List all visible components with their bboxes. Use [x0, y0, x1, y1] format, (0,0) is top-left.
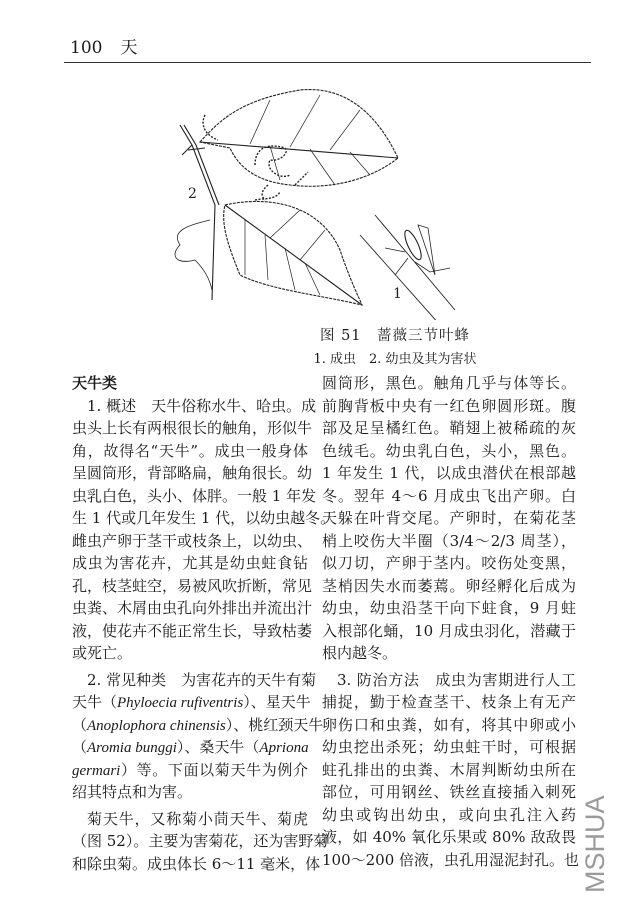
text-segment: 部及足呈橘红色。鞘翅上被稀疏的灰 [322, 419, 576, 437]
larvae [203, 115, 308, 200]
right-column [322, 372, 580, 871]
text-segment: 蛀孔排出的虫粪、木屑判断幼虫所在 [322, 760, 576, 779]
page-number: 100 [70, 38, 103, 58]
text-line [72, 575, 313, 598]
text-segment: 呈圆筒形，背部略扁，触角很长。幼 [72, 464, 313, 482]
text-segment: 1. 概述 天牛俗称水牛、哈虫。成 [87, 396, 317, 415]
text-line [322, 597, 576, 620]
text-segment: 和除虫菊。成虫体长 6～11 毫米，体 [72, 854, 321, 873]
text-segment: 100～200 倍液，虫孔用湿泥封孔。也 [322, 850, 580, 869]
text-segment: 菊天牛，又称菊小茼天牛、菊虎 [87, 809, 308, 828]
text-line [72, 507, 336, 530]
text-line [322, 736, 576, 759]
text-line [72, 642, 308, 665]
running-title: 天 [120, 38, 138, 58]
text-line [72, 736, 308, 759]
text-segment: 生 1 代或几年发生 1 代，以幼虫越冬。 [72, 509, 336, 527]
text-line [322, 849, 580, 872]
upper-leaf [200, 90, 398, 187]
watermark-text: MSHUA [580, 795, 610, 893]
text-segment: 绍其特点和为害。 [72, 783, 193, 801]
text-line [322, 620, 576, 643]
header-rule [64, 62, 591, 63]
text-segment: 幼虫挖出杀死；幼虫蛀干时，可根据 [322, 738, 576, 756]
text-segment: 似刀切，产卵于茎内。咬伤处变黑， [322, 554, 576, 572]
text-segment: （图 52）。主要为害菊花，还为害野菊 [72, 832, 329, 850]
text-segment: 冬。翌年 4～6 月成虫飞出产卵。白 [322, 486, 576, 505]
text-line [322, 485, 576, 508]
text-line [72, 808, 308, 831]
text-segment: 虫粪、木屑由虫孔向外排出并流出汁 [72, 599, 313, 617]
text-segment: 3. 防治方法 成虫为害期进行人工 [337, 670, 576, 689]
text-line [72, 691, 311, 714]
text-line [72, 781, 308, 804]
text-line [72, 530, 313, 553]
text-segment: 天牛（ [72, 693, 118, 711]
figure-caption: 图 51 蔷薇三节叶蜂 [319, 328, 471, 344]
text-segment: 茎梢因失水而萎蔫。卵经孵化后成为 [322, 576, 576, 595]
text-line [72, 462, 313, 485]
text-segment: 1 年发生 1 代，以成虫潜伏在根部越 [322, 464, 576, 482]
text-line [322, 507, 576, 530]
text-segment: 梢上咬伤大半圈（3/4～2/3 周茎）， [322, 531, 576, 550]
latin-name: germari [72, 762, 121, 779]
adult-sawfly [385, 225, 450, 275]
text-line [72, 552, 308, 575]
text-segment: 圆筒形，黑色。触角几乎与体等长。 [322, 374, 576, 392]
text-line [322, 372, 576, 395]
latin-name: Aromia bunggi [87, 740, 177, 756]
text-line [72, 597, 313, 620]
text-segment: ）等。下面以菊天牛为例介 [120, 760, 308, 779]
text-segment: 色绒毛。幼虫乳白色，头小，黑色。 [322, 441, 576, 460]
text-segment: ）、桃红颈天牛 [225, 715, 324, 734]
text-line [322, 642, 576, 665]
figure-label-1: 1 [393, 286, 402, 302]
text-line [322, 759, 576, 782]
text-line [72, 372, 308, 395]
text-line [322, 714, 576, 737]
text-segment: （ [72, 715, 88, 734]
left-column [72, 372, 336, 875]
text-line [322, 462, 576, 485]
running-header [70, 33, 155, 58]
text-line [322, 395, 576, 418]
text-segment: 孔，枝茎蛀空，易被风吹折断，常见 [72, 576, 313, 595]
text-line [72, 669, 317, 692]
latin-name: Anoplophora chinensis [87, 717, 226, 734]
text-segment: 虫头上长有两根很长的触角，形似牛 [72, 419, 313, 437]
text-segment: 虫乳白色，头小、体胖。一般 1 年发 [72, 486, 317, 505]
text-line [72, 395, 317, 418]
text-segment: ）、星天牛 [243, 693, 311, 711]
figure-subcaption: 1. 成虫 2. 幼虫及其为害状 [313, 352, 477, 367]
text-segment: 角，故得名“天牛”。成虫一般身体 [72, 441, 308, 460]
text-line [72, 440, 308, 463]
text-line [322, 669, 576, 692]
figure-illustration [150, 80, 470, 320]
text-line [72, 830, 329, 853]
text-segment: 天躲在叶背交尾。产卵时，在菊花茎 [322, 509, 576, 527]
watermark [580, 785, 610, 895]
text-line [322, 691, 576, 714]
text-segment: 雌虫产卵于茎干或枝条上，以幼虫、 [72, 531, 313, 550]
text-segment: 液，如 40% 氧化乐果或 80% 敌敌畏 [322, 828, 576, 846]
text-segment: 入根部化蛹，10 月成虫羽化，潜藏于 [322, 621, 576, 640]
text-line [322, 440, 576, 463]
text-line [322, 575, 576, 598]
text-line [72, 485, 317, 508]
text-line [72, 714, 324, 737]
text-segment: （ [72, 738, 88, 756]
text-segment: 前胸背板中央有一红色卵圆形斑。腹 [322, 396, 576, 415]
latin-name: Phyloecia rufiventris [117, 695, 244, 711]
text-segment: 或死亡。 [72, 644, 133, 662]
text-segment: ）、桑天牛（ [176, 738, 260, 756]
text-segment: 成虫为害花卉，尤其是幼虫蛀食钻 [72, 554, 308, 572]
text-line [322, 804, 576, 827]
text-line [322, 552, 576, 575]
text-line [72, 759, 308, 782]
text-segment: 卵伤口和虫粪，如有，将其中卵或小 [322, 715, 576, 734]
text-segment: 幼虫或钩出幼虫，或向虫孔注入药 [322, 805, 576, 824]
text-line [72, 853, 321, 876]
text-segment: 幼虫，幼虫沿茎干向下蛀食，9 月蛀 [322, 599, 576, 617]
text-line [322, 826, 576, 849]
text-segment: 2. 常见种类 为害花卉的天牛有菊 [87, 670, 317, 689]
latin-name: Apriona [259, 740, 309, 756]
text-line [322, 530, 576, 553]
text-segment: 部位，可用钢丝、铁丝直接插入刺死 [322, 783, 576, 801]
text-line [72, 417, 313, 440]
text-line [72, 620, 313, 643]
text-segment: 根内越冬。 [322, 644, 398, 662]
text-segment: 液，使花卉不能正常生长，导致枯萎 [72, 621, 313, 640]
text-line [322, 417, 576, 440]
figure-label-2: 2 [188, 186, 197, 202]
text-segment: 天牛类 [72, 374, 118, 392]
text-segment: 捕捉，勤于检查茎干、枝条上有无产 [322, 693, 576, 711]
text-line [322, 781, 576, 804]
